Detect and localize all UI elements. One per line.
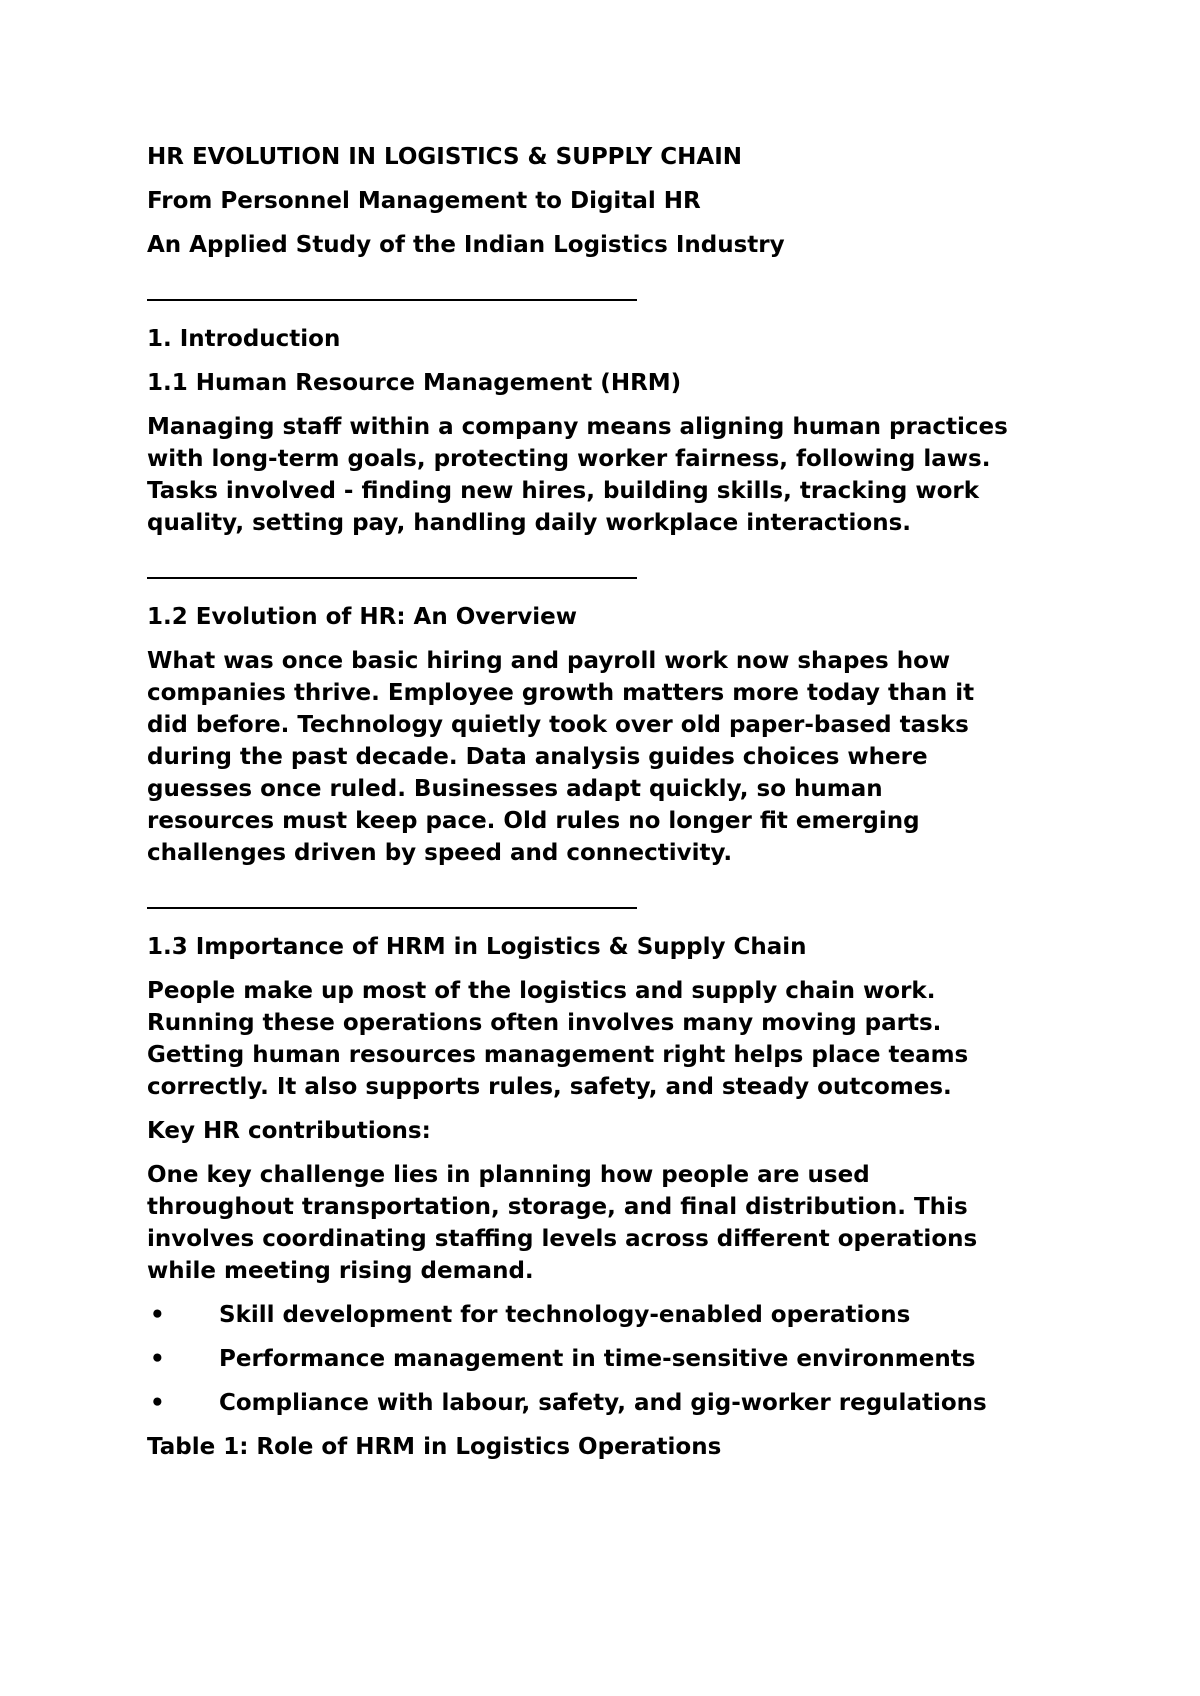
paragraph-line: did before. Technology quietly took over old paper-based tasks [147,712,969,738]
section-divider [147,577,637,579]
paragraph-line: guesses once ruled. Businesses adapt quickly, so human [147,776,883,802]
document-subtitle-2: An Applied Study of the Indian Logistics Industry [147,232,785,258]
document-subtitle: From Personnel Management to Digital HR [147,188,701,214]
paragraph-evolution [147,645,1077,869]
paragraph-line: One key challenge lies in planning how people are used [147,1162,870,1188]
section-divider [147,907,637,909]
bullet-icon: • [150,1390,165,1416]
paragraph-line: throughout transportation, storage, and final distribution. This [147,1194,968,1220]
paragraph-importance [147,975,1077,1103]
paragraph-hrm [147,411,1077,539]
paragraph-line: What was once basic hiring and payroll work now shapes how [147,648,951,674]
bullet-icon: • [150,1302,165,1328]
paragraph-line: involves coordinating staffing levels across different operations [147,1226,978,1252]
paragraph-line: People make up most of the logistics and supply chain work. [147,978,936,1004]
document-body [147,141,1077,1463]
paragraph-line: Managing staff within a company means aligning human practices [147,414,1008,440]
subsection-heading-evolution: 1.2 Evolution of HR: An Overview [147,604,577,630]
table-caption: Table 1: Role of HRM in Logistics Operations [147,1434,722,1460]
paragraph-line: Getting human resources management right helps place teams [147,1042,969,1068]
paragraph-line: with long-term goals, protecting worker fairness, following laws. [147,446,991,472]
section-divider [147,299,637,301]
bullet-list-item [147,1299,1077,1331]
bullet-text: Compliance with labour, safety, and gig-worker regulations [219,1390,987,1416]
paragraph-line: quality, setting pay, handling daily workplace interactions. [147,510,912,536]
document-title: HR EVOLUTION IN LOGISTICS & SUPPLY CHAIN [147,144,743,170]
paragraph-line: companies thrive. Employee growth matters more today than it [147,680,975,706]
paragraph-line: correctly. It also supports rules, safety, and steady outcomes. [147,1074,952,1100]
section-heading-introduction: 1. Introduction [147,326,341,352]
subsection-heading-importance: 1.3 Importance of HRM in Logistics & Supply Chain [147,934,807,960]
paragraph-line: Tasks involved - finding new hires, building skills, tracking work [147,478,980,504]
paragraph-line: Running these operations often involves many moving parts. [147,1010,942,1036]
paragraph-line: challenges driven by speed and connectivity. [147,840,733,866]
subsection-heading-hrm: 1.1 Human Resource Management (HRM) [147,370,682,396]
bullet-list-item [147,1387,1077,1419]
bullet-icon: • [150,1346,165,1372]
paragraph-line: resources must keep pace. Old rules no longer fit emerging [147,808,920,834]
paragraph-key-contributions [147,1159,1077,1287]
paragraph-line: during the past decade. Data analysis guides choices where [147,744,928,770]
key-contributions-heading: Key HR contributions: [147,1118,431,1144]
bullet-text: Performance management in time-sensitive environments [219,1346,976,1372]
bullet-text: Skill development for technology-enabled operations [219,1302,911,1328]
paragraph-line: while meeting rising demand. [147,1258,534,1284]
bullet-list-item [147,1343,1077,1375]
